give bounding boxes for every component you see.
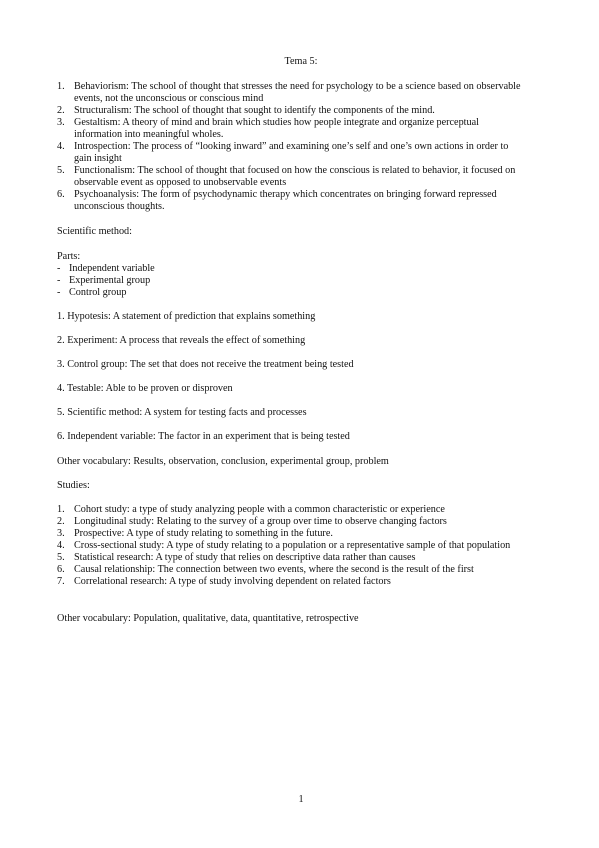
list-item: 3. Gestaltism: A theory of mind and brain which studies how people integrate and organize perceptual information into meaningful wholes.: [57, 117, 479, 140]
page-number: 1: [298, 794, 304, 805]
list-item: 4. Cross-sectional study: A type of study relating to a population or a representative sample of that population: [57, 540, 511, 551]
definition-experiment: 2. Experiment: A process that reveals the effect of something: [57, 335, 306, 346]
page-title: Tema 5:: [284, 56, 318, 67]
studies-heading: Studies:: [57, 480, 90, 491]
schools-list: [57, 81, 527, 213]
parts-heading: Parts:: [57, 251, 81, 262]
list-item: 5. Statistical research: A type of study that relies on descriptive data rather than causes: [57, 552, 416, 563]
list-item: 7. Correlational research: A type of study involving dependent on related factors: [57, 576, 391, 587]
scientific-method-heading: Scientific method:: [57, 226, 132, 237]
list-item: 5. Functionalism: The school of thought that focused on how the conscious is related to behavior, it focused on observable event as opposed to unobservable events: [57, 165, 516, 188]
parts-list: [57, 263, 527, 299]
definition-hypotesis: 1. Hypotesis: A statement of prediction that explains something: [57, 311, 316, 322]
document-page: [57, 0, 545, 848]
list-item: 4. Introspection: The process of “looking inward” and examining one’s self and one’s own actions in order to gain insight: [57, 141, 509, 164]
list-item: 1. Cohort study: a type of study analyzing people with a common characteristic or experience: [57, 504, 445, 515]
definition-scientific-method: 5. Scientific method: A system for testing facts and processes: [57, 407, 307, 418]
list-item: - Independent variable: [57, 263, 155, 274]
other-vocabulary-2: Other vocabulary: Population, qualitative, data, quantitative, retrospective: [57, 613, 359, 624]
list-item: - Control group: [57, 287, 127, 298]
list-item: 2. Structuralism: The school of thought that sought to identify the components of the mind.: [57, 105, 435, 116]
definition-independent-variable: 6. Independent variable: The factor in an experiment that is being tested: [57, 431, 350, 442]
other-vocabulary-1: Other vocabulary: Results, observation, conclusion, experimental group, problem: [57, 456, 389, 467]
list-item: 6. Causal relationship: The connection between two events, where the second is the result of the first: [57, 564, 474, 575]
definition-testable: 4. Testable: Able to be proven or disproven: [57, 383, 233, 394]
list-item: 3. Prospective: A type of study relating to something in the future.: [57, 528, 333, 539]
list-item: 2. Longitudinal study: Relating to the survey of a group over time to observe changing factors: [57, 516, 447, 527]
definition-control-group: 3. Control group: The set that does not receive the treatment being tested: [57, 359, 354, 370]
list-item: 6. Psychoanalysis: The form of psychodynamic therapy which concentrates on bringing forward repressed unconscious thoughts.: [57, 189, 497, 212]
studies-list: [57, 504, 527, 588]
list-item: - Experimental group: [57, 275, 151, 286]
list-item: 1. Behaviorism: The school of thought that stresses the need for psychology to be a science based on observable events, not the unconscious or conscious mind: [57, 81, 521, 104]
